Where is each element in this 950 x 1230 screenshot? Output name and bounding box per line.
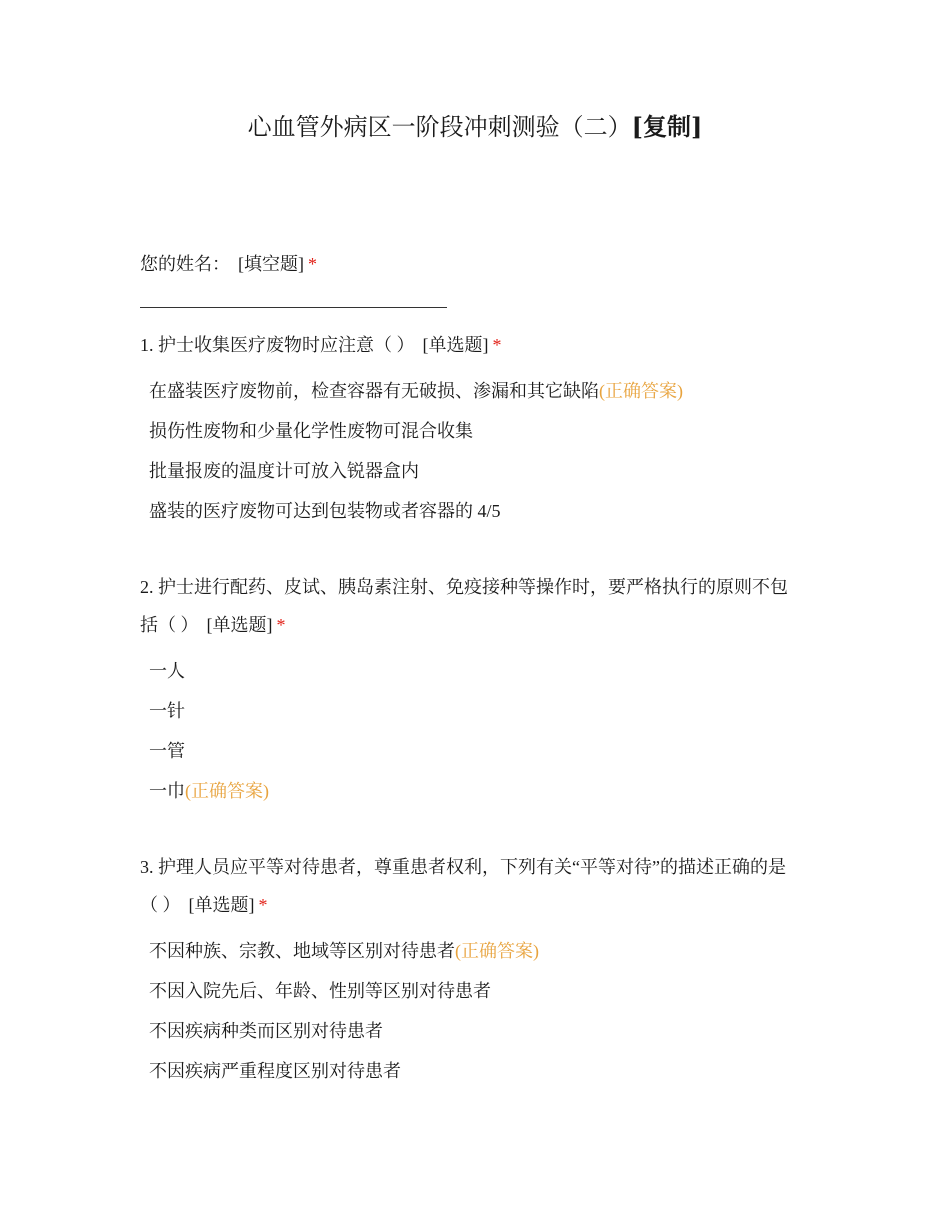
correct-answer-tag: (正确答案) bbox=[455, 941, 539, 961]
question-3-option-a[interactable] bbox=[149, 937, 539, 965]
required-mark: * bbox=[258, 895, 268, 915]
option-text: 一管 bbox=[149, 741, 185, 761]
question-3-title-line-1 bbox=[140, 853, 786, 881]
question-1-option-a[interactable] bbox=[149, 377, 683, 405]
question-number: 3. bbox=[140, 857, 154, 877]
question-type-tag: [单选题] bbox=[188, 895, 255, 915]
required-mark: * bbox=[308, 254, 317, 274]
option-text: 损伤性废物和少量化学性废物可混合收集 bbox=[149, 421, 473, 441]
name-question bbox=[140, 250, 317, 278]
question-2-option-a[interactable] bbox=[149, 657, 185, 685]
option-text: 批量报废的温度计可放入锐器盒内 bbox=[149, 461, 419, 481]
question-3-option-c[interactable] bbox=[149, 1017, 383, 1045]
page-title bbox=[0, 110, 950, 144]
question-text-continued: 括（ ） bbox=[140, 615, 199, 635]
option-text: 不因入院先后、年龄、性别等区别对待患者 bbox=[149, 981, 491, 1001]
question-2-option-b[interactable] bbox=[149, 697, 185, 725]
correct-answer-tag: (正确答案) bbox=[599, 381, 683, 401]
question-3-title-line-2 bbox=[140, 891, 268, 919]
question-2-title-line-1 bbox=[140, 573, 788, 601]
option-text: 一针 bbox=[149, 701, 185, 721]
option-text: 一人 bbox=[149, 661, 185, 681]
option-text: 在盛装医疗废物前，检查容器有无破损、渗漏和其它缺陷 bbox=[149, 381, 599, 401]
required-mark: * bbox=[276, 615, 286, 635]
question-3-option-b[interactable] bbox=[149, 977, 491, 1005]
question-1-title bbox=[140, 331, 502, 359]
option-text: 不因疾病严重程度区别对待患者 bbox=[149, 1061, 401, 1081]
option-text: 盛装的医疗废物可达到包装物或者容器的 4/5 bbox=[149, 501, 501, 521]
question-type-tag: [填空题] bbox=[238, 254, 304, 274]
option-text: 不因疾病种类而区别对待患者 bbox=[149, 1021, 383, 1041]
question-number: 1. bbox=[140, 335, 154, 355]
question-number: 2. bbox=[140, 577, 154, 597]
option-text: 一巾 bbox=[149, 781, 185, 801]
name-label: 您的姓名： bbox=[140, 254, 230, 274]
question-text: 护士进行配药、皮试、胰岛素注射、免疫接种等操作时，要严格执行的原则不包 bbox=[158, 577, 788, 597]
question-2-option-c[interactable] bbox=[149, 737, 185, 765]
question-1-option-b[interactable] bbox=[149, 417, 473, 445]
correct-answer-tag: (正确答案) bbox=[185, 781, 269, 801]
question-1-option-d[interactable] bbox=[149, 497, 501, 525]
required-mark: * bbox=[492, 335, 502, 355]
question-type-tag: [单选题] bbox=[206, 615, 273, 635]
question-2-title-line-2 bbox=[140, 611, 286, 639]
question-text-continued: （ ） bbox=[140, 895, 181, 915]
title-copy-suffix: [复制] bbox=[631, 112, 703, 141]
title-text: 心血管外病区一阶段冲刺测验（二） bbox=[247, 113, 632, 141]
question-3-option-d[interactable] bbox=[149, 1057, 401, 1085]
name-input-line[interactable] bbox=[140, 307, 447, 308]
question-text: 护理人员应平等对待患者，尊重患者权利，下列有关“平等对待”的描述正确的是 bbox=[158, 857, 786, 877]
question-type-tag: [单选题] bbox=[422, 335, 489, 355]
option-text: 不因种族、宗教、地域等区别对待患者 bbox=[149, 941, 455, 961]
question-1-option-c[interactable] bbox=[149, 457, 419, 485]
question-2-option-d[interactable] bbox=[149, 777, 269, 805]
question-text: 护士收集医疗废物时应注意（ ） bbox=[158, 335, 415, 355]
